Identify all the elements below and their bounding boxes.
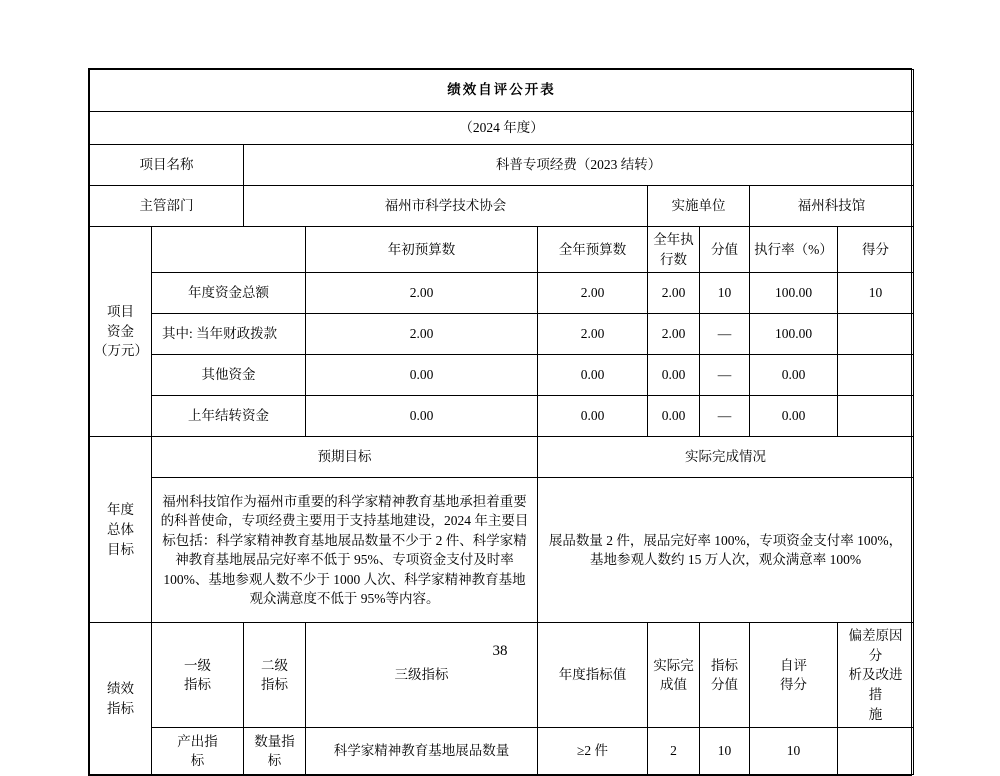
indicator-level2-line-2: 标: [267, 753, 282, 769]
indicator-header-deviation-line-2: 析及改进措: [848, 667, 903, 702]
funds-header-year-budget: 全年预算数: [538, 227, 648, 273]
indicator-header-score: [700, 623, 750, 728]
indicator-header-level3: 三级指标: [306, 623, 538, 728]
subtitle-row: [90, 111, 914, 145]
funds-row-year-exec: 0.00: [648, 355, 700, 396]
expected-goal-header: 预期目标: [152, 437, 538, 478]
funds-row-begin-budget: 0.00: [306, 396, 538, 437]
funds-row-label-line-3: （万元）: [94, 343, 148, 359]
indicator-deviation: [838, 728, 914, 775]
funds-row-begin-budget: 0.00: [306, 355, 538, 396]
indicator-header-deviation-line-3: 施: [868, 706, 883, 722]
funds-row-begin-budget: 2.00: [306, 273, 538, 314]
project-name-row: [90, 145, 914, 186]
funds-row-year-budget: 0.00: [538, 355, 648, 396]
department-row: [90, 186, 914, 227]
funds-header-blank: [152, 227, 306, 273]
funds-row-year-budget: 2.00: [538, 314, 648, 355]
funds-row-name: 上年结转资金: [152, 396, 306, 437]
funds-header-begin-budget: 年初预算数: [306, 227, 538, 273]
indicator-header-annual-value: 年度指标值: [538, 623, 648, 728]
funds-row-score: 10: [838, 273, 914, 314]
funds-row: [90, 396, 914, 437]
indicator-row: [90, 728, 914, 775]
page-number: 38: [492, 643, 508, 659]
funds-row: [90, 355, 914, 396]
funds-row-exec-rate: 100.00: [750, 273, 838, 314]
department-value: 福州市科学技术协会: [244, 186, 648, 227]
funds-row-score-value: 10: [700, 273, 750, 314]
indicator-self-score: 10: [750, 728, 838, 775]
indicator-actual-value: 2: [648, 728, 700, 775]
funds-row-year-exec: 2.00: [648, 314, 700, 355]
indicator-header-actual-value: [648, 623, 700, 728]
annual-goal-label-line-2: 总体: [107, 521, 134, 537]
funds-row-name: 其他资金: [152, 355, 306, 396]
actual-result-header: 实际完成情况: [538, 437, 914, 478]
annual-goal-label-line-1: 年度: [107, 502, 134, 518]
funds-row-year-budget: 2.00: [538, 273, 648, 314]
indicators-label-line-1: 绩效: [107, 681, 134, 697]
indicator-header-level2-line-2: 指标: [261, 677, 288, 693]
main-table: [89, 69, 914, 775]
funds-row-year-budget: 0.00: [538, 396, 648, 437]
indicator-header-self-score-line-1: 自评: [780, 657, 807, 673]
indicators-header-row: [90, 623, 914, 728]
page-title: 绩效自评公开表: [90, 70, 914, 112]
indicator-header-actual-value-line-1: 实际完: [653, 657, 694, 673]
indicator-level2: [244, 728, 306, 775]
indicators-label-line-2: 指标: [107, 700, 134, 716]
indicator-level3: 科学家精神教育基地展品数量: [306, 728, 538, 775]
funds-header-year-exec-line-2: 行数: [660, 251, 687, 267]
title-row: [90, 70, 914, 112]
funds-row-score: [838, 396, 914, 437]
indicator-header-deviation: [838, 623, 914, 728]
funds-row-name: 年度资金总额: [152, 273, 306, 314]
funds-header-row: [90, 227, 914, 273]
funds-row-score-value: —: [700, 355, 750, 396]
indicator-header-level2: [244, 623, 306, 728]
indicator-header-score-line-2: 分值: [711, 677, 738, 693]
funds-header-year-exec-line-1: 全年执: [653, 232, 694, 248]
funds-header-exec-rate: 执行率（%）: [750, 227, 838, 273]
expected-goal-text: 福州科技馆作为福州市重要的科学家精神教育基地承担着重要的科普使命，专项经费主要用于支持基地建设，2024 年主要目标包括：科学家精神教育基地展品数量不少于 2 件、科学家精神教育基地展品完好率不低于 95%、专项资金支付及时率 100%、基地参观人数不少于 1000 人次、科学家精神教育基地观众满意度不低于 95%等内容。: [152, 478, 538, 623]
project-name-label: 项目名称: [90, 145, 244, 186]
indicator-header-level1-line-2: 指标: [184, 677, 211, 693]
indicator-header-self-score: [750, 623, 838, 728]
indicator-header-deviation-line-1: 偏差原因分: [848, 628, 903, 663]
funds-row-begin-budget: 2.00: [306, 314, 538, 355]
funds-row-year-exec: 0.00: [648, 396, 700, 437]
funds-row-exec-rate: 0.00: [750, 355, 838, 396]
funds-row-score-value: —: [700, 396, 750, 437]
funds-row-label-line-2: 资金: [107, 323, 134, 339]
indicator-header-level2-line-1: 二级: [261, 657, 288, 673]
project-name-value: 科普专项经费（2023 结转）: [244, 145, 914, 186]
funds-header-year-exec: [648, 227, 700, 273]
annual-goal-body-row: [90, 478, 914, 623]
performance-self-evaluation-table: [88, 68, 912, 776]
funds-row-exec-rate: 0.00: [750, 396, 838, 437]
indicator-score: 10: [700, 728, 750, 775]
indicator-header-level1-line-1: 一级: [184, 657, 211, 673]
unit-value: 福州科技馆: [750, 186, 914, 227]
indicator-level2-line-1: 数量指: [254, 733, 295, 749]
funds-row: [90, 273, 914, 314]
actual-result-text: 展品数量 2 件，展品完好率 100%，专项资金支付率 100%，基地参观人数约 15 万人次，观众满意率 100%: [538, 478, 914, 623]
funds-row-name: 其中: 当年财政拨款: [152, 314, 306, 355]
funds-row: [90, 314, 914, 355]
unit-label: 实施单位: [648, 186, 750, 227]
indicator-level1-line-2: 标: [190, 753, 205, 769]
funds-row-label: [90, 227, 152, 437]
department-label: 主管部门: [90, 186, 244, 227]
indicator-header-self-score-line-2: 得分: [780, 677, 807, 693]
funds-row-score-value: —: [700, 314, 750, 355]
indicator-header-level1: [152, 623, 244, 728]
funds-header-score: 得分: [838, 227, 914, 273]
funds-row-label-line-1: 项目: [107, 304, 134, 320]
page-subtitle: （2024 年度）: [90, 111, 914, 145]
funds-header-score-value: 分值: [700, 227, 750, 273]
funds-row-year-exec: 2.00: [648, 273, 700, 314]
indicator-annual-value: ≥2 件: [538, 728, 648, 775]
indicator-header-score-line-1: 指标: [711, 657, 738, 673]
indicator-level1: [152, 728, 244, 775]
indicator-header-actual-value-line-2: 成值: [660, 677, 687, 693]
funds-row-exec-rate: 100.00: [750, 314, 838, 355]
annual-goal-label-line-3: 目标: [107, 541, 134, 557]
annual-goal-row-label: [90, 437, 152, 623]
funds-row-score: [838, 314, 914, 355]
indicator-level1-line-1: 产出指: [177, 733, 218, 749]
annual-goal-header-row: [90, 437, 914, 478]
funds-row-score: [838, 355, 914, 396]
